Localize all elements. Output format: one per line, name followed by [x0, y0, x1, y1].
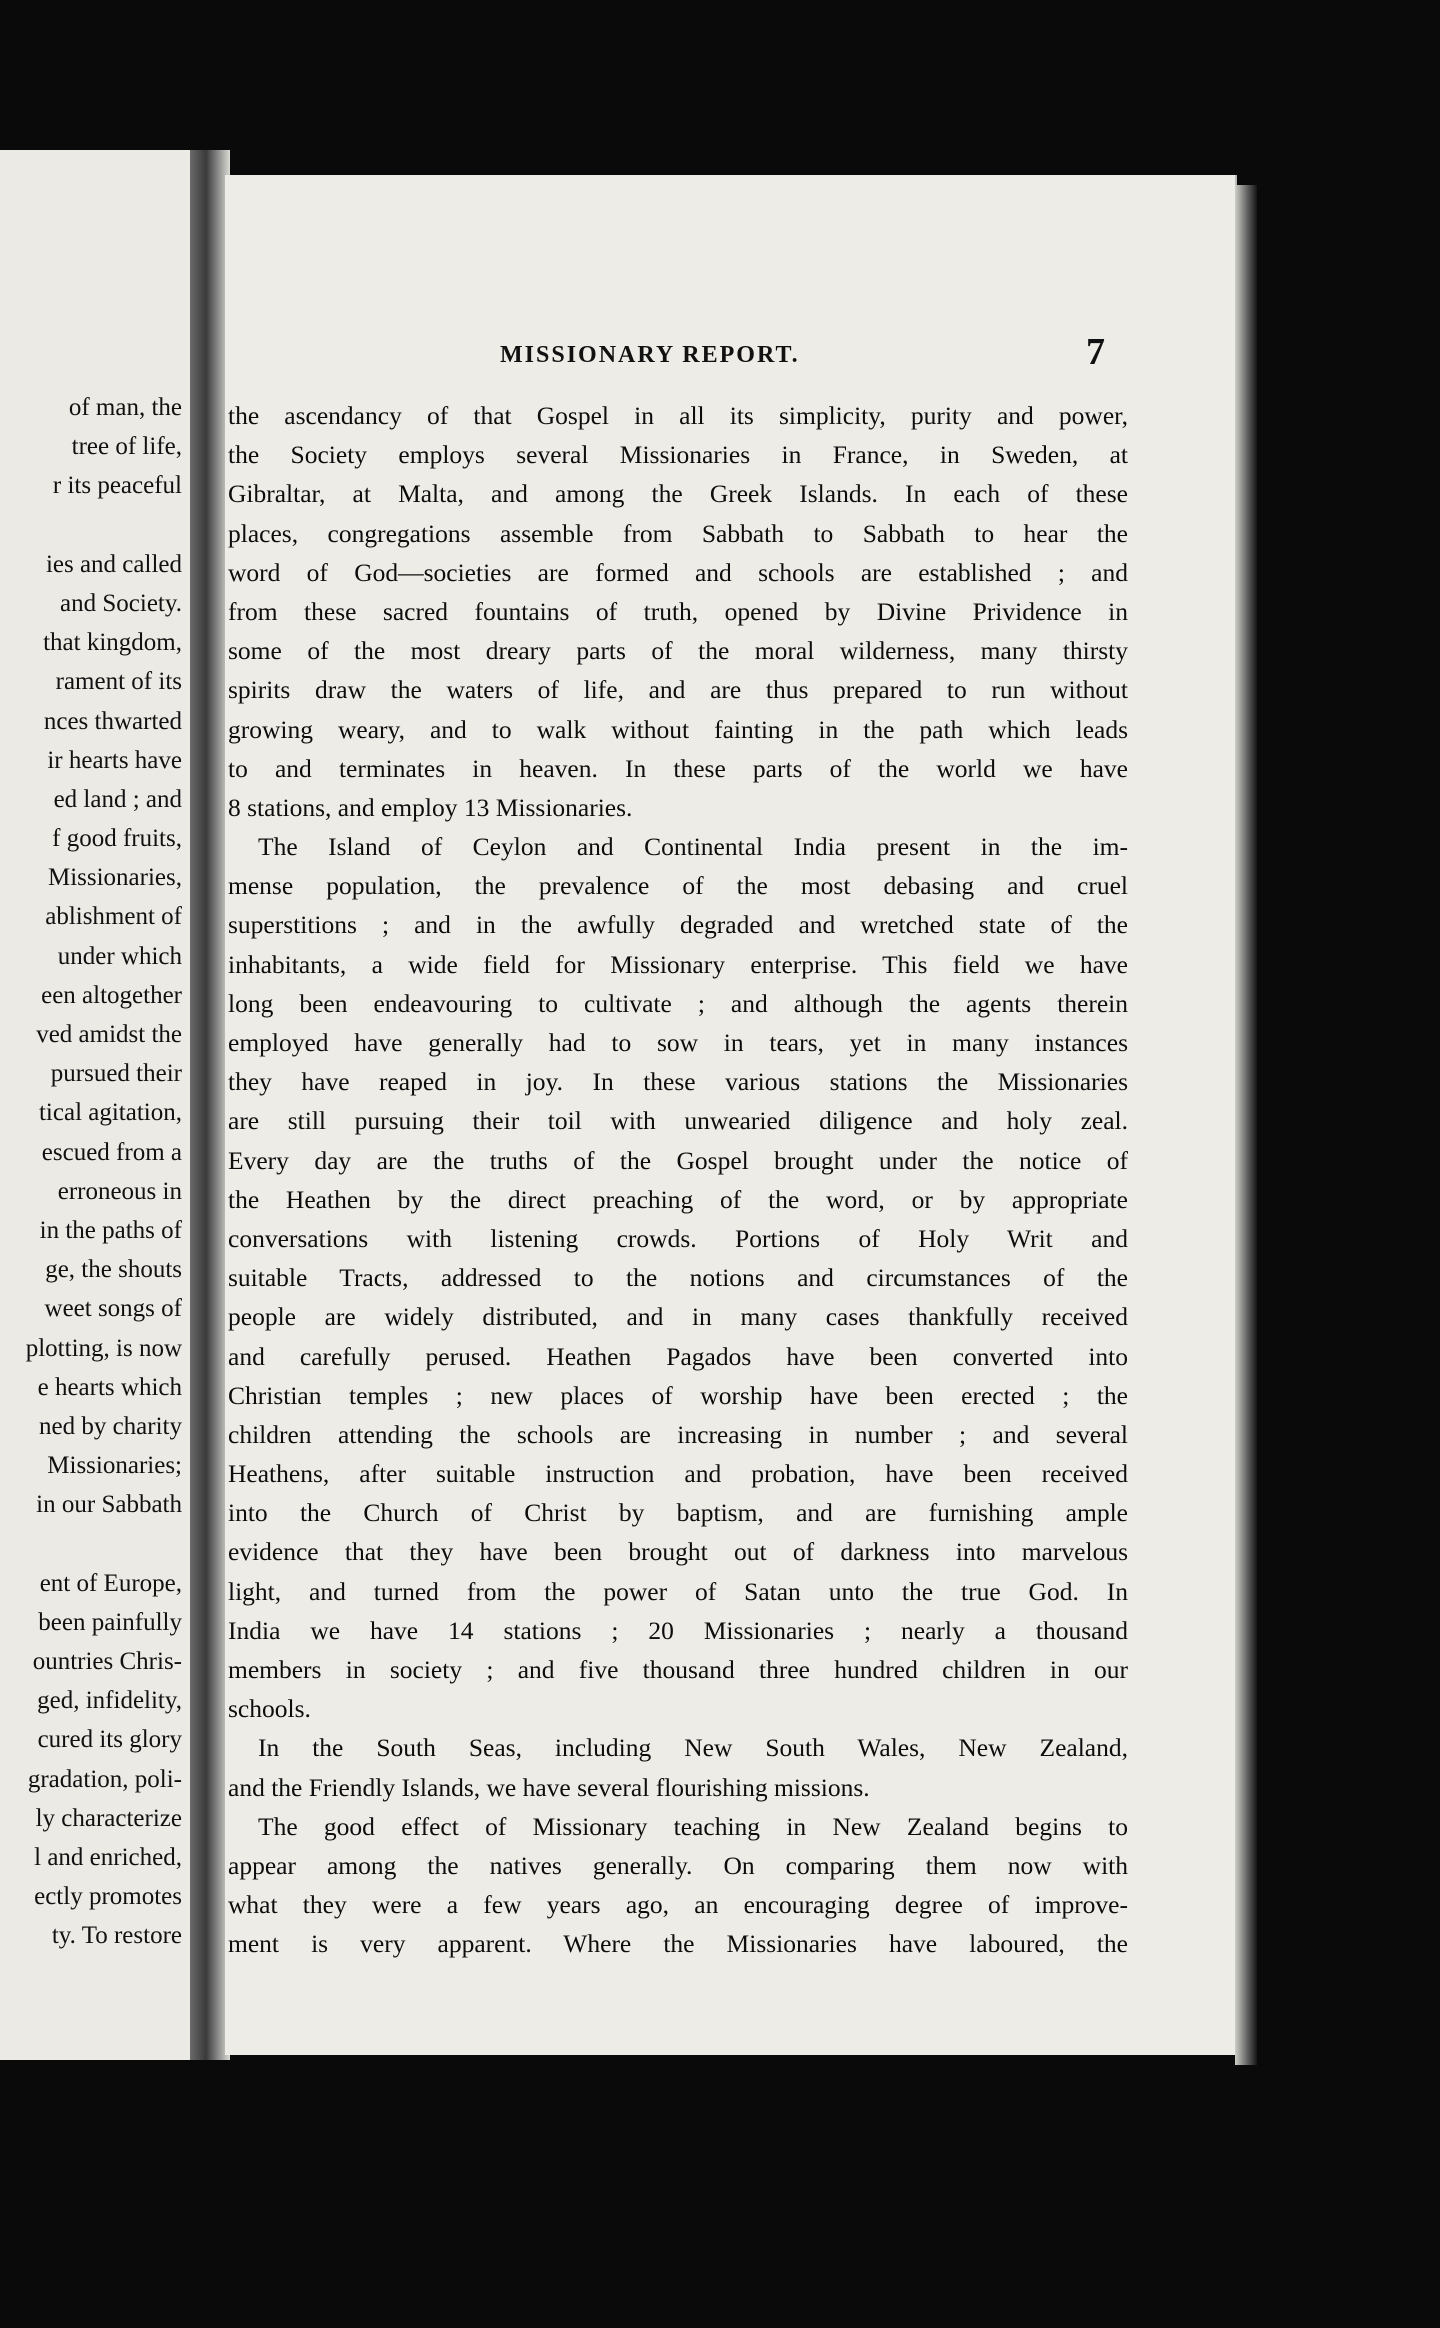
left-page-line: in the paths of [39, 1216, 182, 1244]
text-line: the Heathen by the direct preaching of the word, or by appropriate [228, 1184, 1128, 1214]
text-line: In the South Seas, including New South Wales, New Zealand, [258, 1733, 1128, 1763]
text-line: the ascendancy of that Gospel in all its simplicity, purity and power, [228, 401, 1128, 430]
left-page-line: weet songs of [44, 1295, 182, 1323]
left-page-line: ountries Chris- [32, 1648, 182, 1675]
body-text [228, 396, 1128, 1964]
left-page-line: cured its glory [37, 1726, 182, 1754]
left-page-line: e hearts which [37, 1373, 182, 1401]
book-gutter [190, 150, 230, 2060]
left-page-line [0, 506, 182, 545]
left-page-line: f good fruits, [52, 825, 182, 853]
text-line: employed have generally had to sow in tears, yet in many instances [228, 1028, 1128, 1057]
text-line: growing weary, and to walk without fainting in the path which leads [228, 714, 1128, 744]
left-page-line: nces thwarted [43, 707, 182, 735]
left-page-text-column [0, 388, 182, 1956]
text-line: members in society ; and five thousand three hundred children in our [228, 1655, 1128, 1684]
text-line: superstitions ; and in the awfully degraded and wretched state of the [228, 910, 1128, 940]
text-line: light, and turned from the power of Satan unto the true God. In [228, 1576, 1128, 1606]
text-line: 8 stations, and employ 13 Missionaries. [228, 792, 633, 822]
left-page-line: erroneous in [57, 1177, 182, 1205]
left-page-line: l and enriched, [34, 1843, 182, 1871]
left-page-line: plotting, is now [25, 1334, 182, 1362]
left-page-line: ent of Europe, [39, 1569, 182, 1597]
left-page-line: ty. To restore [51, 1922, 182, 1950]
text-line: appear among the natives generally. On comparing them now with [228, 1850, 1128, 1880]
text-line: The good effect of Missionary teaching in New Zealand begins to [258, 1811, 1128, 1841]
left-page-line: ned by charity [38, 1412, 182, 1440]
left-page-line: ectly promotes [34, 1883, 182, 1911]
text-line: conversations with listening crowds. Portions of Holy Writ and [228, 1223, 1128, 1253]
text-line: mense population, the prevalence of the most debasing and cruel [228, 871, 1128, 901]
text-line: the Society employs several Missionaries in France, in Sweden, at [228, 440, 1128, 470]
text-line: evidence that they have been brought out of darkness into marvelous [228, 1537, 1128, 1567]
text-line: into the Church of Christ by baptism, and are furnishing ample [228, 1498, 1128, 1528]
left-page-line: of man, the [68, 394, 182, 421]
left-page-line: ly characterize [35, 1804, 182, 1832]
text-line: spirits draw the waters of life, and are thus prepared to run without [228, 675, 1128, 705]
left-page-line: been painfully [38, 1608, 182, 1636]
left-page-line: and Society. [60, 589, 182, 617]
left-page-line: ved amidst the [36, 1021, 182, 1048]
text-line: they have reaped in joy. In these various stations the Missionaries [228, 1067, 1128, 1097]
text-line: Christian temples ; new places of worship have been erected ; the [228, 1380, 1128, 1410]
left-page-line: Missionaries; [47, 1452, 182, 1480]
text-line: Every day are the truths of the Gospel brought under the notice of [228, 1145, 1128, 1175]
text-line: and carefully perused. Heathen Pagados have been converted into [228, 1341, 1128, 1371]
page-number: 7 [1086, 331, 1105, 373]
text-line: some of the most dreary parts of the moral wilderness, many thirsty [228, 636, 1128, 666]
text-line: what they were a few years ago, an encouraging degree of improve- [228, 1890, 1128, 1920]
left-page-line: Missionaries, [47, 864, 182, 892]
left-page-line: pursued their [50, 1060, 182, 1088]
left-page-line: een altogether [41, 981, 182, 1009]
left-page-line: escued from a [41, 1138, 182, 1166]
left-page-line [0, 1524, 182, 1563]
left-page-line: ed land ; and [53, 785, 182, 813]
text-line: ment is very apparent. Where the Missionaries have laboured, the [228, 1929, 1128, 1959]
text-line: inhabitants, a wide field for Missionary enterprise. This field we have [228, 949, 1128, 979]
left-page-line: in our Sabbath [36, 1491, 182, 1519]
text-line: word of God—societies are formed and schools are established ; and [228, 557, 1128, 587]
text-line: places, congregations assemble from Sabbath to Sabbath to hear the [228, 518, 1128, 548]
left-page-line: ies and called [45, 550, 182, 578]
text-line: children attending the schools are increasing in number ; and several [228, 1419, 1128, 1449]
left-page-line: ge, the shouts [45, 1256, 182, 1284]
left-page-line: ir hearts have [47, 746, 182, 774]
left-page-line: r its peaceful [52, 472, 182, 500]
text-line: from these sacred fountains of truth, opened by Divine Prividence in [228, 596, 1128, 626]
left-page-line: tical agitation, [38, 1099, 182, 1127]
left-page-line: gradation, poli- [27, 1765, 182, 1793]
text-line: The Island of Ceylon and Continental India present in the im- [258, 832, 1128, 862]
left-page-line: ged, infidelity, [37, 1687, 182, 1715]
left-page-line: that kingdom, [43, 629, 182, 657]
text-line: Heathens, after suitable instruction and probation, have been received [228, 1459, 1128, 1489]
page-header [500, 331, 1130, 382]
text-line: to and terminates in heaven. In these parts of the world we have [228, 753, 1128, 783]
text-line: schools. [228, 1694, 311, 1724]
text-line: and the Friendly Islands, we have several flourishing missions. [228, 1772, 870, 1802]
text-line: India we have 14 stations ; 20 Missionaries ; nearly a thousand [228, 1615, 1128, 1645]
page-edge [1235, 185, 1257, 2065]
text-line: Gibraltar, at Malta, and among the Greek Islands. In each of these [228, 479, 1128, 509]
text-line: suitable Tracts, addressed to the notions and circumstances of the [228, 1263, 1128, 1293]
running-head: MISSIONARY REPORT. [500, 342, 800, 368]
left-page [0, 150, 200, 2060]
text-line: are still pursuing their toil with unwearied diligence and holy zeal. [228, 1106, 1128, 1136]
left-page-line: rament of its [55, 668, 182, 696]
left-page-line: under which [57, 942, 182, 970]
text-line: long been endeavouring to cultivate ; and although the agents therein [228, 988, 1128, 1018]
text-line: people are widely distributed, and in many cases thankfully received [228, 1302, 1128, 1332]
left-page-line: ablishment of [45, 903, 182, 931]
left-page-line: tree of life, [71, 433, 182, 461]
